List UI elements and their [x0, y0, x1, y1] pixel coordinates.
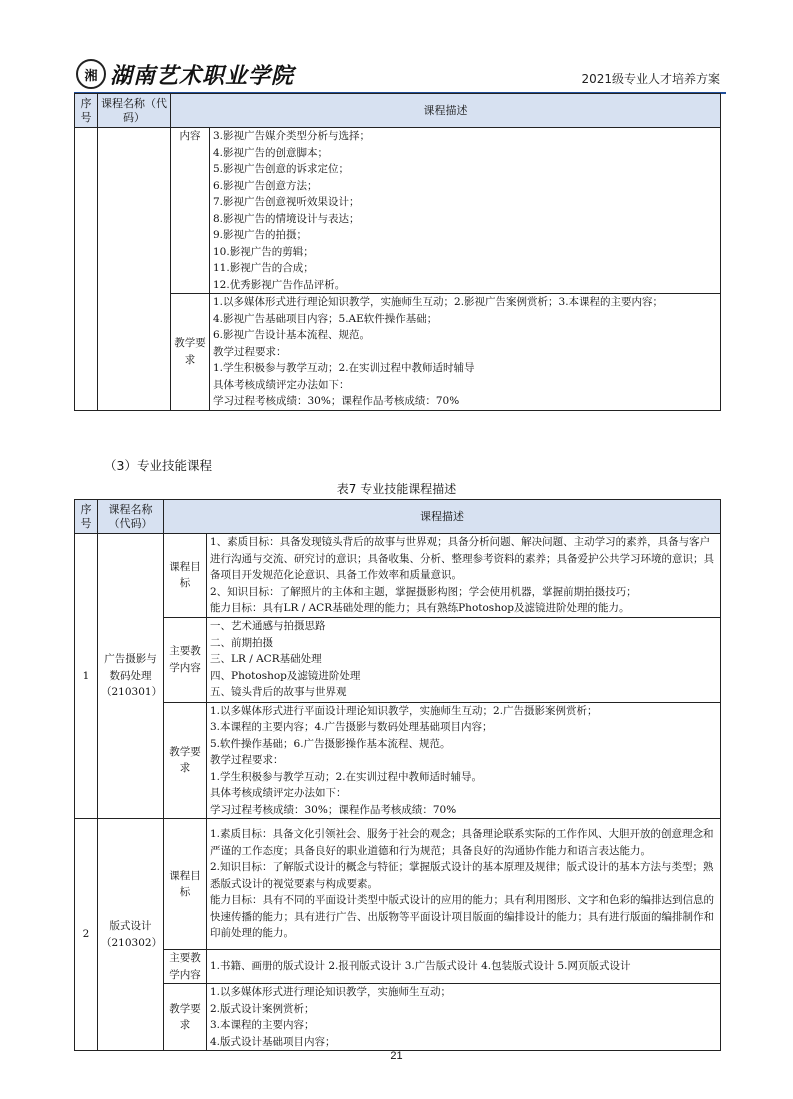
teaching-desc	[207, 702, 721, 819]
desc-line: 11.影视广告的合成；	[213, 262, 314, 274]
desc-line: 3.本课程的主要内容；	[210, 1019, 315, 1031]
teaching-label: 教学要求	[164, 984, 207, 1051]
header-course-name: 课程名称（代码）	[98, 94, 171, 128]
content-label: 主要教学内容	[164, 950, 207, 984]
header-course-name: 课程名称（代码）	[98, 500, 164, 534]
desc-line: 1.学生积极参与教学互动；2.在实训过程中教师适时辅导	[213, 362, 475, 374]
desc-line: 能力目标：具有LR / ACR基础处理的能力；具有熟练Photoshop及滤镜进阶处理的能力。	[210, 602, 630, 614]
college-name-logo: 湖南艺术职业学院	[110, 62, 295, 89]
desc-line: 6.影视广告创意方法；	[213, 179, 318, 192]
goal-desc	[207, 819, 721, 950]
course-name-cell	[98, 128, 171, 411]
desc-line: 学习过程考核成绩：30%；课程作品考核成绩：70%	[210, 803, 457, 816]
desc-line: 1.以多媒体形式进行理论知识教学，实施师生互动；2.影视广告案例赏析；3.本课程的主要内容；	[213, 296, 664, 308]
seq-cell	[75, 128, 98, 411]
desc-line: 具体考核成绩评定办法如下：	[210, 787, 347, 799]
skill-course-table	[74, 499, 721, 1051]
course-name: 广告摄影与数码处理（210301）	[98, 534, 164, 819]
desc-line: 能力目标：具有不同的平面设计类型中版式设计的应用的能力；具有利用图形、文字和色彩的编排达到信息的快速传播的能力；具有进行广告、出版物等平面设计项目版面的编排设计的能力；具有进行版面的编排制作和印前处理的能力。	[210, 894, 714, 940]
desc-line: 学习过程考核成绩：30%；课程作品考核成绩：70%	[213, 395, 460, 407]
content-desc	[207, 617, 721, 702]
desc-line: 2.知识目标：了解版式设计的概念与特征；掌握版式设计的基本原理及规律；版式设计的基本方法与类型；熟悉版式设计的视觉要素与构成要素。	[210, 861, 714, 890]
desc-line: 12.优秀影视广告作品评析。	[213, 278, 346, 291]
goal-label: 课程目标	[164, 819, 207, 950]
teaching-label: 教学要求	[171, 294, 210, 411]
desc-line: 一、艺术通感与拍摄思路	[210, 620, 326, 633]
desc-line: 3.影视广告媒介类型分析与选择；	[213, 130, 371, 142]
course-name: 版式设计（210302）	[98, 819, 164, 1051]
desc-line: 具体考核成绩评定办法如下：	[213, 378, 350, 391]
desc-line: 三、LR / ACR基础处理	[210, 653, 322, 666]
desc-line: 1、素质目标：具备发现镜头背后的故事与世界观；具备分析问题、解决问题、主动学习的素养，具备与客户进行沟通与交流、研究讨的意识；具备收集、分析、整理参考资料的素养；具备爱护公共学习环境的意识；具备项目开发规范化论意识、具备工作效率和质量意识。	[210, 536, 714, 581]
desc-line: 二、前期拍摄	[210, 636, 273, 649]
teaching-desc	[210, 294, 721, 411]
desc-line: 1.学生积极参与教学互动；2.在实训过程中教师适时辅导。	[210, 770, 483, 783]
content-desc	[207, 950, 721, 984]
content-label: 主要教学内容	[164, 617, 207, 702]
goal-label: 课程目标	[164, 534, 207, 618]
desc-line: 教学过程要求：	[213, 345, 287, 358]
desc-line: 2.版式设计案例赏析；	[210, 1002, 315, 1015]
desc-line: 5.影视广告创意的诉求定位；	[213, 163, 350, 175]
desc-line: 五、镜头背后的故事与世界观	[210, 686, 347, 699]
desc-line: 7.影视广告创意视听效果设计；	[213, 196, 360, 208]
content-desc	[210, 128, 721, 294]
desc-line: 四、Photoshop及滤镜进阶处理	[210, 669, 361, 682]
section-title: （3）专业技能课程	[104, 458, 212, 473]
desc-line: 1.书籍、画册的版式设计 2.报刊版式设计 3.广告版式设计 4.包装版式设计 5.网页版式设计	[210, 960, 631, 973]
goal-desc	[207, 534, 721, 618]
college-seal-icon: 湘	[76, 59, 106, 89]
page-header	[74, 58, 726, 94]
desc-line: 5.软件操作基础；6.广告摄影操作基本流程、规范。	[210, 737, 451, 750]
content-label: 内容	[171, 128, 210, 294]
desc-line: 4.影视广告的创意脚本；	[213, 146, 329, 159]
teaching-desc	[207, 984, 721, 1051]
desc-line: 4.影视广告基础项目内容；5.AE软件操作基础；	[213, 312, 438, 325]
header-seq: 序号	[75, 94, 98, 128]
desc-line: 8.影视广告的情境设计与表达；	[213, 212, 360, 225]
desc-line: 1.素质目标：具备文化引领社会、服务于社会的观念；具备理论联系实际的工作作风、大胆开放的创意理念和严谨的工作态度；具备良好的职业道德和行为规范；具备良好的沟通协作能力和语言表达能力。	[210, 828, 714, 857]
course-seq: 1	[75, 534, 98, 819]
header-course-desc: 课程描述	[164, 500, 721, 534]
desc-line: 10.影视广告的剪辑；	[213, 245, 314, 258]
desc-line: 4.版式设计基础项目内容；	[210, 1035, 336, 1048]
desc-line: 9.影视广告的拍摄；	[213, 229, 308, 241]
course-seq: 2	[75, 819, 98, 1051]
page-number: 21	[390, 1050, 403, 1062]
desc-line: 6.影视广告设计基本流程、规范。	[213, 329, 371, 341]
teaching-label: 教学要求	[164, 702, 207, 819]
document-title: 2021级专业人才培养方案	[581, 72, 720, 86]
college-logo	[76, 58, 294, 90]
desc-line: 教学过程要求：	[210, 754, 284, 766]
header-course-desc: 课程描述	[171, 94, 721, 128]
desc-line: 3.本课程的主要内容；4.广告摄影与数码处理基础项目内容；	[210, 721, 493, 733]
desc-line: 1.以多媒体形式进行平面设计理论知识教学，实施师生互动；2.广告摄影案例赏析；	[210, 704, 598, 717]
course-table-continued	[74, 93, 721, 411]
desc-line: 2、知识目标：了解照片的主体和主题，掌握摄影构图；学会使用机器，掌握前期拍摄技巧；	[210, 585, 637, 598]
desc-line: 1.以多媒体形式进行理论知识教学，实施师生互动；	[210, 986, 452, 998]
table-caption: 表7 专业技能课程描述	[336, 482, 457, 496]
header-seq: 序号	[75, 500, 98, 534]
